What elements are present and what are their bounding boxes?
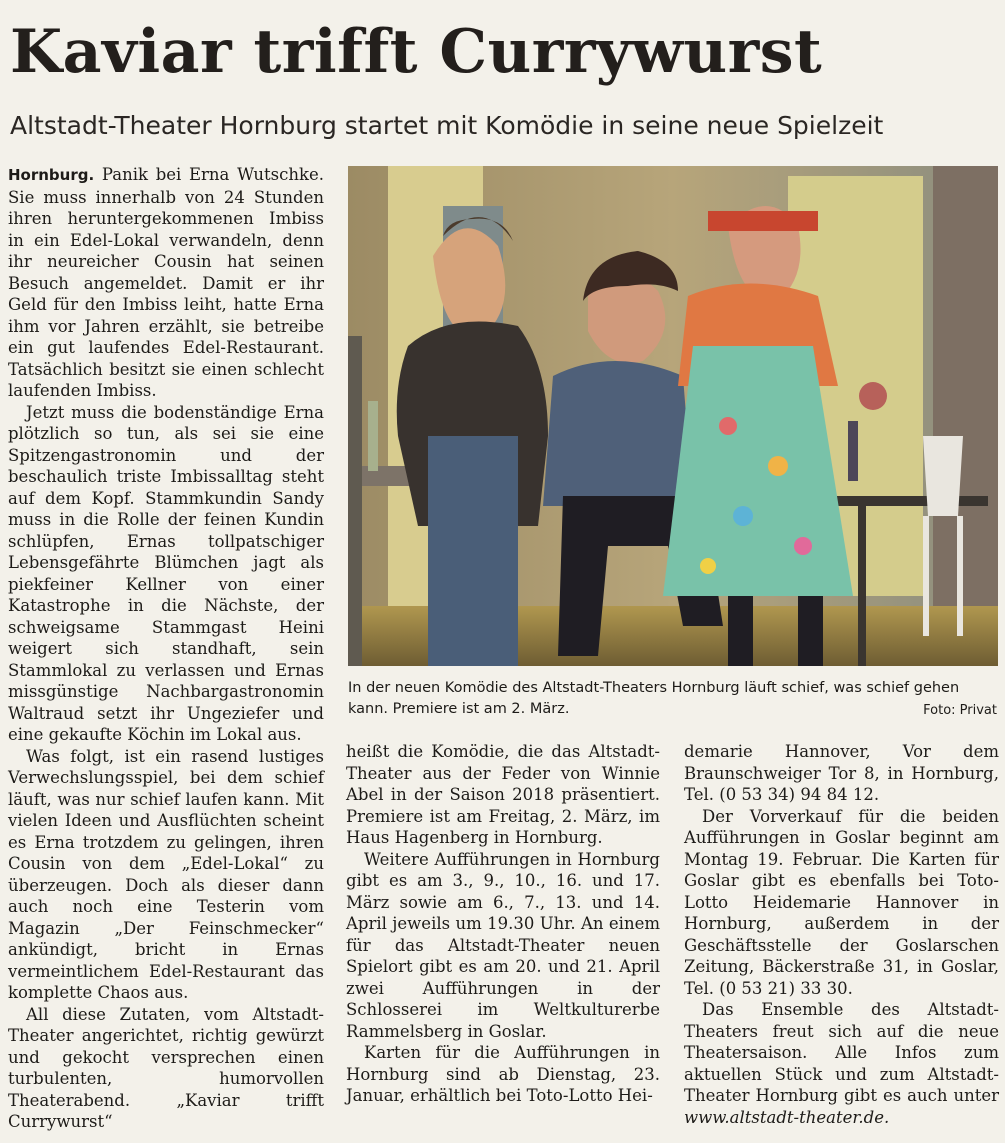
paragraph: Jetzt muss die bodenständige Erna plötzlich so tun, als sei sie eine Spitzengastronomin und der beschaulich triste Imbissalltag steht auf dem Kopf. Stammkundin Sandy muss in die Rolle der feinen Kundin schlüpfen, Ernas tollpatschiger Lebensgefährte Blümchen jagt als piekfeiner Kellner von einer Katastrophe in die Nächste, der schweigsame Stammgast Heini weigert sich standhaft, sein Stammlokal zu verlassen und Ernas missgünstige Nachbargastronomin Waltraud setzt ihr Ungeziefer und eine gekaufte Köchin im Lokal aus. bbox=[8, 402, 324, 744]
dateline: Hornburg. bbox=[8, 166, 95, 184]
paragraph: Der Vorverkauf für die beiden Aufführungen in Goslar beginnt am Montag 19. Februar. Die Karten für Goslar gibt es ebenfalls bei Toto-Lotto Heidemarie Hannover in Hornburg, außerdem in der Geschäftsstelle der Goslarschen Zeitung, Bäckerstraße 31, in Goslar, Tel. (0 53 21) 33 30. bbox=[684, 806, 999, 998]
paragraph bbox=[8, 164, 324, 402]
paragraph-text: Panik bei Erna Wutschke. Sie muss innerhalb von 24 Stunden ihren heruntergekommenen Imbiss in ein Edel-Lokal verwandeln, denn ihr neureicher Cousin hat seinen Besuch angemeldet. Damit er ihr Geld für den Imbiss leiht, hatte Erna ihm vor Jahren erzählt, sie betreibe ein gut laufendes Edel-Restaurant. Tatsächlich besitzt sie einen schlecht laufenden Imbiss. bbox=[8, 165, 324, 400]
paragraph: Weitere Aufführungen in Hornburg gibt es am 3., 9., 10., 16. und 17. März sowie am 6., 7., 13. und 14. April jeweils um 19.30 Uhr. An einem für das Altstadt-Theater neuen Spielort gibt es am 20. und 21. April zwei Aufführungen in der Schlosserei im Weltkulturerbe Rammelsberg in Goslar. bbox=[346, 849, 660, 1041]
website-link[interactable]: www.altstadt-theater.de. bbox=[684, 1107, 890, 1127]
paragraph bbox=[684, 999, 999, 1128]
paragraph-text: Das Ensemble des Altstadt-Theaters freut sich auf die neue Theatersaison. Alle Infos zum aktuellen Stück und zum Altstadt-Theater Hornburg gibt es auch unter bbox=[684, 1000, 999, 1105]
article-column-3 bbox=[684, 741, 999, 1128]
stage-photo-illustration bbox=[348, 166, 998, 666]
photo-caption: In der neuen Komödie des Altstadt-Theaters Hornburg läuft schief, was schief gehen kann. Premiere ist am 2. März. bbox=[348, 680, 960, 717]
paragraph: heißt die Komödie, die das Altstadt-Theater aus der Feder von Winnie Abel in der Saison 2018 präsentiert. Premiere ist am Freitag, 2. März, im Haus Hagenberg in Hornburg. bbox=[346, 742, 660, 847]
stage-photo bbox=[348, 166, 998, 666]
subheadline: Altstadt-Theater Hornburg startet mit Komödie in seine neue Spielzeit bbox=[10, 111, 884, 140]
headline: Kaviar trifft Currywurst bbox=[10, 17, 823, 87]
paragraph: Karten für die Aufführungen in Hornburg sind ab Dienstag, 23. Januar, erhältlich bei Toto-Lotto Hei- bbox=[346, 1043, 660, 1105]
paragraph: Was folgt, ist ein rasend lustiges Verwechslungsspiel, bei dem schief läuft, was nur schief laufen kann. Mit vielen Ideen und Ausflüchten scheint es Erna trotzdem zu gelingen, ihren Cousin von dem „Edel-Lokal“ zu überzeugen. Doch als dieser dann auch noch eine Testerin vom Magazin „Der Feinschmecker“ ankündigt, bricht in Ernas vermeintlichem Edel-Restaurant das komplette Chaos aus. bbox=[8, 746, 324, 1002]
article-column-2 bbox=[346, 741, 660, 1107]
paragraph: All diese Zutaten, vom Altstadt-Theater angerichtet, richtig gewürzt und gekocht versprechen einen turbulenten, humorvollen Theaterabend. „Kaviar trifft Currywurst“ bbox=[8, 1004, 324, 1131]
paragraph: demarie Hannover, Vor dem Braunschweiger Tor 8, in Hornburg, Tel. (0 53 34) 94 84 12. bbox=[684, 742, 999, 804]
article-column-1 bbox=[8, 164, 324, 1133]
photo-credit: Foto: Privat bbox=[923, 703, 997, 718]
